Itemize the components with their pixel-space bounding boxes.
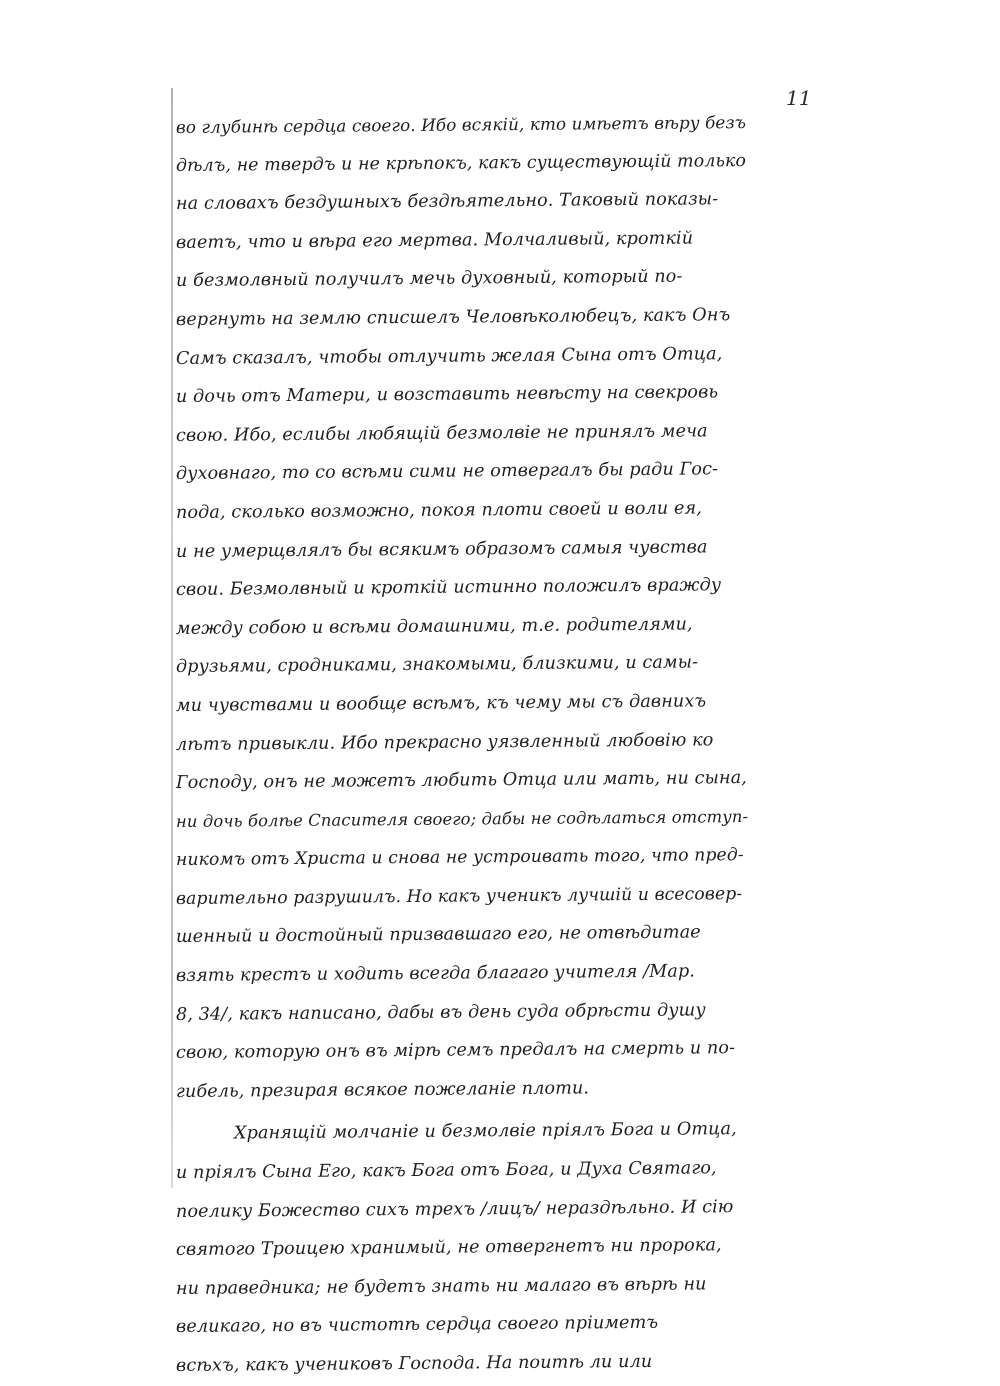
text-line: ми чувствами и вообще всѣмъ, къ чему мы съ давнихъ (175, 691, 707, 716)
text-line: никомъ отъ Христа и снова не устроивать того, что пред- (175, 845, 744, 871)
text-line: дѣлъ, не твердъ и не крѣпокъ, какъ существующій только (175, 150, 747, 176)
text-line: ни дочь болѣе Спасителя своего; дабы не содѣлаться отступ- (175, 806, 749, 831)
text-line: ваетъ, что и вѣра его мертва. Молчаливый, кроткій (175, 228, 694, 253)
text-line: пода, сколько возможно, покоя плоти своей и воли ея, (175, 498, 702, 523)
text-line: свою. Ибо, еслибы любящій безмолвіе не принялъ меча (175, 421, 708, 446)
text-line: на словахъ бездушныхъ бездѣятельно. Таковый показы- (175, 189, 719, 215)
text-line: великаго, но въ чистотѣ сердца своего пріиметъ (175, 1313, 659, 1338)
text-line: поелику Божество сихъ трехъ /лицъ/ нераздѣльно. И сію (175, 1196, 734, 1222)
text-line: лѣтъ привыкли. Ибо прекрасно уязвленный любовію ко (175, 729, 714, 755)
text-line: Господу, онъ не можетъ любить Отца или мать, ни сына, (175, 768, 748, 794)
paragraph (176, 1115, 746, 1385)
text-line: духовнаго, то со всѣми сими не отвергалъ бы ради Гос- (175, 459, 719, 485)
text-line: вергнуть на землю списшелъ Человѣколюбецъ, какъ Онъ (175, 305, 731, 330)
text-line: свою, которую онъ въ мірѣ семъ предалъ на смерть и по- (175, 1038, 736, 1064)
manuscript-text (175, 108, 749, 1386)
text-line: 8, 34/, какъ написано, дабы въ день суда обрѣсти душу (175, 1000, 706, 1025)
text-line: ни праведника; не будетъ знать ни малаго въ вѣрѣ ни (175, 1274, 707, 1299)
text-line: и безмолвный получилъ мечь духовный, который по- (175, 266, 683, 292)
margin-rule (171, 88, 173, 1188)
text-line: Самъ сказалъ, чтобы отлучить желая Сына отъ Отца, (175, 343, 723, 369)
paragraph (175, 108, 749, 1111)
text-line: гибель, презирая всякое пожеланіе плоти. (175, 1078, 590, 1102)
text-line: и не умерщвлялъ бы всякимъ образомъ самыя чувства (175, 536, 708, 562)
text-line: между собою и всѣми домашними, т.е. родителями, (175, 614, 693, 639)
text-line: и дочь отъ Матери, и возставить невѣсту на свекровь (175, 382, 719, 408)
text-line: взять крестъ и ходить всегда благаго учителя /Мар. (175, 961, 696, 987)
text-line: свои. Безмолвный и кроткій истинно положилъ вражду (175, 575, 722, 601)
text-line: во глубинѣ сердца своего. Ибо всякій, кто имѣетъ вѣру безъ (175, 112, 747, 137)
text-line: друзьями, сродниками, знакомыми, близкими, и самы- (175, 652, 699, 678)
text-line: Хранящій молчаніе и безмолвіе пріялъ Бога и Отца, (233, 1119, 737, 1144)
text-line: варительно разрушилъ. Но какъ ученикъ лучшій и всесовер- (175, 883, 743, 909)
page-number: 11 (786, 86, 812, 110)
text-line: и пріялъ Сына Его, какъ Бога отъ Бога, и Духа Святаго, (175, 1158, 717, 1184)
text-line: святого Троицею хранимый, не отвергнетъ ни пророка, (175, 1235, 722, 1261)
text-line: шенный и достойный призвавшаго его, не отвѣдитае (175, 922, 701, 948)
text-line: всѣхъ, какъ учениковъ Господа. На поитѣ ли или (175, 1351, 653, 1376)
